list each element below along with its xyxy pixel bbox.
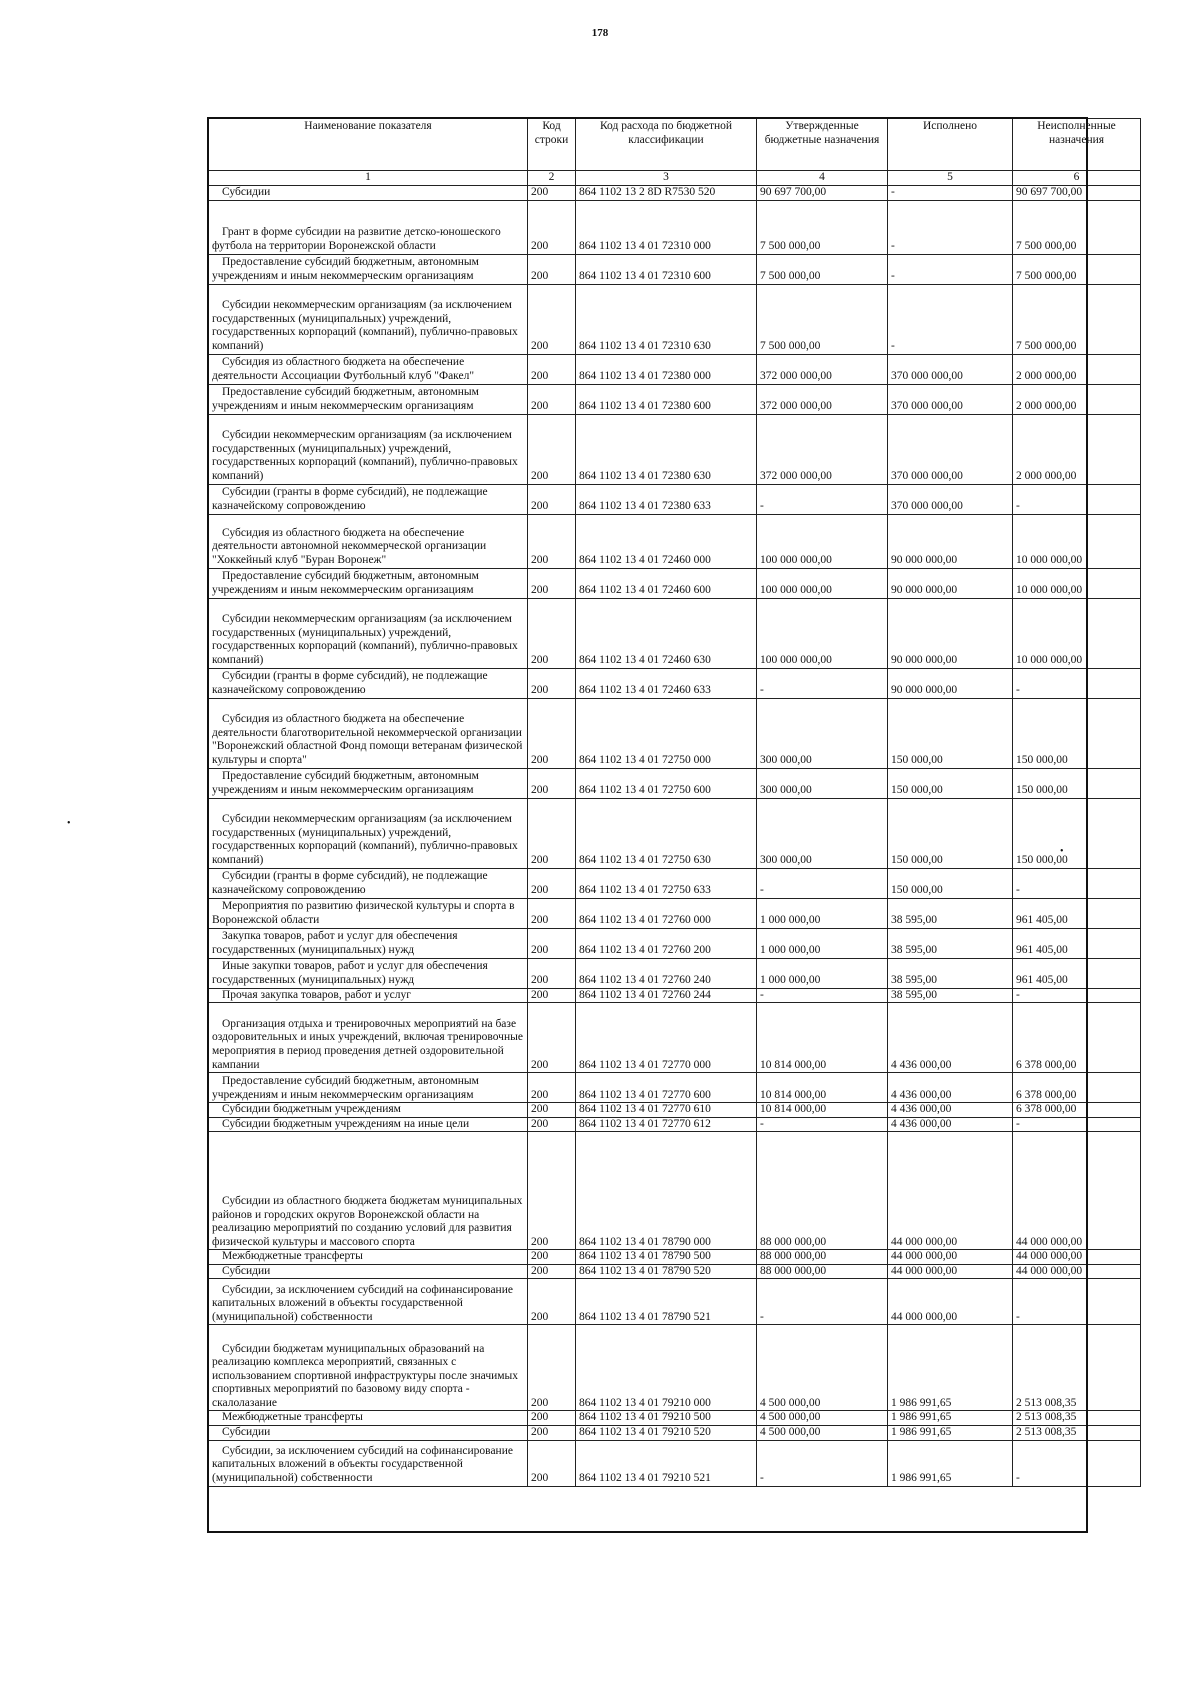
indicator-name-cell: Субсидии некоммерческим организациям (за исключением государственных (муниципальных) учреждений, государственных корпораций (компаний), публично-правовых компаний) <box>209 284 528 354</box>
classification-code-cell: 864 1102 13 4 01 79210 000 <box>576 1325 757 1411</box>
line-code-cell: 200 <box>528 928 576 958</box>
line-code-cell: 200 <box>528 568 576 598</box>
classification-code-cell: 864 1102 13 4 01 72380 630 <box>576 414 757 484</box>
approved-amount-cell: 100 000 000,00 <box>757 568 888 598</box>
table-row <box>209 798 1141 868</box>
executed-amount-cell: 44 000 000,00 <box>888 1279 1013 1325</box>
indicator-name-cell: Мероприятия по развитию физической культуры и спорта в Воронежской области <box>209 898 528 928</box>
line-code-cell: 200 <box>528 484 576 514</box>
table-row <box>209 200 1141 254</box>
classification-code-cell: 864 1102 13 4 01 72770 612 <box>576 1117 757 1132</box>
line-code-cell: 200 <box>528 1073 576 1103</box>
executed-amount-cell: 1 986 991,65 <box>888 1425 1013 1440</box>
indicator-name-cell: Межбюджетные трансферты <box>209 1411 528 1426</box>
line-code-cell: 200 <box>528 1425 576 1440</box>
table-row <box>209 768 1141 798</box>
unexecuted-amount-cell: 150 000,00 <box>1013 798 1141 868</box>
table-row <box>209 284 1141 354</box>
approved-amount-cell: 300 000,00 <box>757 798 888 868</box>
executed-amount-cell: 90 000 000,00 <box>888 598 1013 668</box>
executed-amount-cell: 90 000 000,00 <box>888 668 1013 698</box>
approved-amount-cell: - <box>757 1440 888 1486</box>
column-number: 6 <box>1013 171 1141 186</box>
indicator-name-cell: Предоставление субсидий бюджетным, автономным учреждениям и иным некоммерческим организациям <box>209 768 528 798</box>
classification-code-cell: 864 1102 13 4 01 78790 520 <box>576 1264 757 1279</box>
approved-amount-cell: 372 000 000,00 <box>757 414 888 484</box>
executed-amount-cell: 150 000,00 <box>888 768 1013 798</box>
approved-amount-cell: 100 000 000,00 <box>757 598 888 668</box>
approved-amount-cell: 1 000 000,00 <box>757 928 888 958</box>
table-row <box>209 698 1141 768</box>
table-row <box>209 868 1141 898</box>
approved-amount-cell: - <box>757 1279 888 1325</box>
budget-execution-table <box>208 118 1141 1487</box>
line-code-cell: 200 <box>528 1132 576 1250</box>
table-row <box>209 1425 1141 1440</box>
table-row <box>209 1279 1141 1325</box>
line-code-cell: 200 <box>528 598 576 668</box>
unexecuted-amount-cell: 2 000 000,00 <box>1013 414 1141 484</box>
classification-code-cell: 864 1102 13 4 01 72380 600 <box>576 384 757 414</box>
unexecuted-amount-cell: 90 697 700,00 <box>1013 186 1141 201</box>
line-code-cell: 200 <box>528 898 576 928</box>
approved-amount-cell: 372 000 000,00 <box>757 384 888 414</box>
page-number: 178 <box>591 27 609 39</box>
indicator-name-cell: Субсидии бюджетным учреждениям <box>209 1103 528 1118</box>
table-row <box>209 1003 1141 1073</box>
line-code-cell: 200 <box>528 768 576 798</box>
executed-amount-cell: 4 436 000,00 <box>888 1117 1013 1132</box>
unexecuted-amount-cell: 961 405,00 <box>1013 898 1141 928</box>
table-row <box>209 354 1141 384</box>
line-code-cell: 200 <box>528 988 576 1003</box>
indicator-name-cell: Предоставление субсидий бюджетным, автономным учреждениям и иным некоммерческим организациям <box>209 568 528 598</box>
table-row <box>209 898 1141 928</box>
executed-amount-cell: 44 000 000,00 <box>888 1264 1013 1279</box>
unexecuted-amount-cell: 7 500 000,00 <box>1013 284 1141 354</box>
column-number: 1 <box>209 171 528 186</box>
line-code-cell: 200 <box>528 868 576 898</box>
table-header-row <box>209 119 1141 171</box>
header-executed: Исполнено <box>888 119 1013 171</box>
indicator-name-cell: Предоставление субсидий бюджетным, автономным учреждениям и иным некоммерческим организациям <box>209 254 528 284</box>
classification-code-cell: 864 1102 13 4 01 72770 600 <box>576 1073 757 1103</box>
unexecuted-amount-cell: 150 000,00 <box>1013 768 1141 798</box>
executed-amount-cell: 370 000 000,00 <box>888 384 1013 414</box>
indicator-name-cell: Субсидии (гранты в форме субсидий), не подлежащие казначейскому сопровождению <box>209 484 528 514</box>
unexecuted-amount-cell: 7 500 000,00 <box>1013 254 1141 284</box>
executed-amount-cell: - <box>888 284 1013 354</box>
approved-amount-cell: 4 500 000,00 <box>757 1411 888 1426</box>
approved-amount-cell: 372 000 000,00 <box>757 354 888 384</box>
executed-amount-cell: 150 000,00 <box>888 798 1013 868</box>
classification-code-cell: 864 1102 13 4 01 78790 500 <box>576 1250 757 1265</box>
table-row <box>209 1132 1141 1250</box>
classification-code-cell: 864 1102 13 4 01 72460 633 <box>576 668 757 698</box>
indicator-name-cell: Субсидии некоммерческим организациям (за исключением государственных (муниципальных) учреждений, государственных корпораций (компаний), публично-правовых компаний) <box>209 798 528 868</box>
line-code-cell: 200 <box>528 958 576 988</box>
unexecuted-amount-cell: - <box>1013 1117 1141 1132</box>
line-code-cell: 200 <box>528 514 576 568</box>
approved-amount-cell: 100 000 000,00 <box>757 514 888 568</box>
line-code-cell: 200 <box>528 1264 576 1279</box>
indicator-name-cell: Грант в форме субсидии на развитие детско-юношеского футбола на территории Воронежской области <box>209 200 528 254</box>
line-code-cell: 200 <box>528 354 576 384</box>
unexecuted-amount-cell: 2 513 008,35 <box>1013 1325 1141 1411</box>
approved-amount-cell: 7 500 000,00 <box>757 254 888 284</box>
indicator-name-cell: Субсидии (гранты в форме субсидий), не подлежащие казначейскому сопровождению <box>209 868 528 898</box>
classification-code-cell: 864 1102 13 4 01 72760 244 <box>576 988 757 1003</box>
table-row <box>209 254 1141 284</box>
indicator-name-cell: Закупка товаров, работ и услуг для обеспечения государственных (муниципальных) нужд <box>209 928 528 958</box>
unexecuted-amount-cell: 6 378 000,00 <box>1013 1073 1141 1103</box>
indicator-name-cell: Прочая закупка товаров, работ и услуг <box>209 988 528 1003</box>
executed-amount-cell: - <box>888 186 1013 201</box>
unexecuted-amount-cell: 10 000 000,00 <box>1013 514 1141 568</box>
indicator-name-cell: Иные закупки товаров, работ и услуг для обеспечения государственных (муниципальных) нужд <box>209 958 528 988</box>
header-approved: Утвержденные бюджетные назначения <box>757 119 888 171</box>
unexecuted-amount-cell: 7 500 000,00 <box>1013 200 1141 254</box>
executed-amount-cell: - <box>888 254 1013 284</box>
executed-amount-cell: 44 000 000,00 <box>888 1132 1013 1250</box>
table-row <box>209 1250 1141 1265</box>
indicator-name-cell: Субсидия из областного бюджета на обеспечение деятельности Ассоциации Футбольный клуб "Факел" <box>209 354 528 384</box>
table-row <box>209 668 1141 698</box>
executed-amount-cell: 1 986 991,65 <box>888 1325 1013 1411</box>
column-number: 4 <box>757 171 888 186</box>
approved-amount-cell: 1 000 000,00 <box>757 958 888 988</box>
classification-code-cell: 864 1102 13 4 01 72770 000 <box>576 1003 757 1073</box>
line-code-cell: 200 <box>528 1117 576 1132</box>
classification-code-cell: 864 1102 13 4 01 78790 521 <box>576 1279 757 1325</box>
indicator-name-cell: Субсидии некоммерческим организациям (за исключением государственных (муниципальных) учреждений, государственных корпораций (компаний), публично-правовых компаний) <box>209 598 528 668</box>
unexecuted-amount-cell: 2 000 000,00 <box>1013 354 1141 384</box>
line-code-cell: 200 <box>528 200 576 254</box>
unexecuted-amount-cell: 6 378 000,00 <box>1013 1003 1141 1073</box>
classification-code-cell: 864 1102 13 4 01 78790 000 <box>576 1132 757 1250</box>
classification-code-cell: 864 1102 13 4 01 72750 000 <box>576 698 757 768</box>
executed-amount-cell: 38 595,00 <box>888 988 1013 1003</box>
approved-amount-cell: - <box>757 988 888 1003</box>
classification-code-cell: 864 1102 13 4 01 72460 600 <box>576 568 757 598</box>
indicator-name-cell: Субсидии <box>209 1264 528 1279</box>
classification-code-cell: 864 1102 13 4 01 72770 610 <box>576 1103 757 1118</box>
executed-amount-cell: 38 595,00 <box>888 928 1013 958</box>
executed-amount-cell: 4 436 000,00 <box>888 1073 1013 1103</box>
table-row <box>209 384 1141 414</box>
executed-amount-cell: - <box>888 200 1013 254</box>
executed-amount-cell: 1 986 991,65 <box>888 1411 1013 1426</box>
approved-amount-cell: 4 500 000,00 <box>757 1325 888 1411</box>
executed-amount-cell: 90 000 000,00 <box>888 514 1013 568</box>
executed-amount-cell: 38 595,00 <box>888 898 1013 928</box>
indicator-name-cell: Субсидии бюджетным учреждениям на иные цели <box>209 1117 528 1132</box>
indicator-name-cell: Субсидии из областного бюджета бюджетам муниципальных районов и городских округов Воронежской области на реализацию мероприятий по созданию условий для развития физической культуры и массового спорта <box>209 1132 528 1250</box>
classification-code-cell: 864 1102 13 4 01 72310 600 <box>576 254 757 284</box>
approved-amount-cell: 90 697 700,00 <box>757 186 888 201</box>
classification-code-cell: 864 1102 13 4 01 79210 520 <box>576 1425 757 1440</box>
line-code-cell: 200 <box>528 1250 576 1265</box>
classification-code-cell: 864 1102 13 4 01 72760 200 <box>576 928 757 958</box>
line-code-cell: 200 <box>528 384 576 414</box>
executed-amount-cell: 370 000 000,00 <box>888 484 1013 514</box>
unexecuted-amount-cell: - <box>1013 868 1141 898</box>
unexecuted-amount-cell: 10 000 000,00 <box>1013 568 1141 598</box>
approved-amount-cell: - <box>757 868 888 898</box>
indicator-name-cell: Субсидии <box>209 186 528 201</box>
header-line-code: Код строки <box>528 119 576 171</box>
column-number-row <box>209 171 1141 186</box>
unexecuted-amount-cell: - <box>1013 1279 1141 1325</box>
header-indicator-name: Наименование показателя <box>209 119 528 171</box>
approved-amount-cell: 88 000 000,00 <box>757 1250 888 1265</box>
line-code-cell: 200 <box>528 698 576 768</box>
table-row <box>209 1264 1141 1279</box>
classification-code-cell: 864 1102 13 4 01 72460 630 <box>576 598 757 668</box>
approved-amount-cell: 88 000 000,00 <box>757 1264 888 1279</box>
unexecuted-amount-cell: 2 000 000,00 <box>1013 384 1141 414</box>
table-row <box>209 568 1141 598</box>
table-row <box>209 1073 1141 1103</box>
line-code-cell: 200 <box>528 798 576 868</box>
executed-amount-cell: 4 436 000,00 <box>888 1103 1013 1118</box>
indicator-name-cell: Субсидии бюджетам муниципальных образований на реализацию комплекса мероприятий, связанных с использованием спортивной инфраструктуры после значимых спортивных мероприятий по базовому виду спорта - скалолазание <box>209 1325 528 1411</box>
indicator-name-cell: Субсидии некоммерческим организациям (за исключением государственных (муниципальных) учреждений, государственных корпораций (компаний), публично-правовых компаний) <box>209 414 528 484</box>
executed-amount-cell: 90 000 000,00 <box>888 568 1013 598</box>
unexecuted-amount-cell: 44 000 000,00 <box>1013 1132 1141 1250</box>
unexecuted-amount-cell: - <box>1013 988 1141 1003</box>
classification-code-cell: 864 1102 13 4 01 79210 500 <box>576 1411 757 1426</box>
indicator-name-cell: Предоставление субсидий бюджетным, автономным учреждениям и иным некоммерческим организациям <box>209 1073 528 1103</box>
unexecuted-amount-cell: 10 000 000,00 <box>1013 598 1141 668</box>
indicator-name-cell: Субсидии, за исключением субсидий на софинансирование капитальных вложений в объекты государственной (муниципальной) собственности <box>209 1279 528 1325</box>
executed-amount-cell: 150 000,00 <box>888 868 1013 898</box>
approved-amount-cell: - <box>757 484 888 514</box>
approved-amount-cell: 7 500 000,00 <box>757 284 888 354</box>
table-row <box>209 1325 1141 1411</box>
approved-amount-cell: 7 500 000,00 <box>757 200 888 254</box>
approved-amount-cell: 300 000,00 <box>757 698 888 768</box>
executed-amount-cell: 150 000,00 <box>888 698 1013 768</box>
executed-amount-cell: 44 000 000,00 <box>888 1250 1013 1265</box>
indicator-name-cell: Организация отдыха и тренировочных мероприятий на базе оздоровительных и иных учреждений, включая тренировочные мероприятия в период проведения детней оздоровительной кампании <box>209 1003 528 1073</box>
unexecuted-amount-cell: 44 000 000,00 <box>1013 1250 1141 1265</box>
table-row <box>209 1411 1141 1426</box>
unexecuted-amount-cell: 6 378 000,00 <box>1013 1103 1141 1118</box>
table-row <box>209 988 1141 1003</box>
unexecuted-amount-cell: 961 405,00 <box>1013 958 1141 988</box>
table-row <box>209 186 1141 201</box>
line-code-cell: 200 <box>528 1325 576 1411</box>
classification-code-cell: 864 1102 13 4 01 72760 000 <box>576 898 757 928</box>
indicator-name-cell: Субсидия из областного бюджета на обеспечение деятельности автономной некоммерческой организации "Хоккейный клуб "Буран Воронеж" <box>209 514 528 568</box>
unexecuted-amount-cell: 961 405,00 <box>1013 928 1141 958</box>
approved-amount-cell: 88 000 000,00 <box>757 1132 888 1250</box>
line-code-cell: 200 <box>528 284 576 354</box>
unexecuted-amount-cell: - <box>1013 1440 1141 1486</box>
classification-code-cell: 864 1102 13 4 01 72760 240 <box>576 958 757 988</box>
classification-code-cell: 864 1102 13 4 01 72460 000 <box>576 514 757 568</box>
unexecuted-amount-cell: 44 000 000,00 <box>1013 1264 1141 1279</box>
table-body <box>209 186 1141 1487</box>
line-code-cell: 200 <box>528 186 576 201</box>
unexecuted-amount-cell: - <box>1013 484 1141 514</box>
approved-amount-cell: 10 814 000,00 <box>757 1003 888 1073</box>
classification-code-cell: 864 1102 13 4 01 72380 000 <box>576 354 757 384</box>
approved-amount-cell: 10 814 000,00 <box>757 1073 888 1103</box>
line-code-cell: 200 <box>528 1279 576 1325</box>
indicator-name-cell: Субсидии, за исключением субсидий на софинансирование капитальных вложений в объекты государственной (муниципальной) собственности <box>209 1440 528 1486</box>
classification-code-cell: 864 1102 13 4 01 72750 630 <box>576 798 757 868</box>
approved-amount-cell: 10 814 000,00 <box>757 1103 888 1118</box>
classification-code-cell: 864 1102 13 2 8D R7530 520 <box>576 186 757 201</box>
classification-code-cell: 864 1102 13 4 01 79210 521 <box>576 1440 757 1486</box>
executed-amount-cell: 4 436 000,00 <box>888 1003 1013 1073</box>
unexecuted-amount-cell: 2 513 008,35 <box>1013 1411 1141 1426</box>
classification-code-cell: 864 1102 13 4 01 72380 633 <box>576 484 757 514</box>
table-row <box>209 958 1141 988</box>
approved-amount-cell: 4 500 000,00 <box>757 1425 888 1440</box>
table-row <box>209 414 1141 484</box>
line-code-cell: 200 <box>528 1103 576 1118</box>
classification-code-cell: 864 1102 13 4 01 72310 630 <box>576 284 757 354</box>
line-code-cell: 200 <box>528 1440 576 1486</box>
unexecuted-amount-cell: 2 513 008,35 <box>1013 1425 1141 1440</box>
column-number: 2 <box>528 171 576 186</box>
scan-speck: • <box>1060 846 1064 857</box>
line-code-cell: 200 <box>528 414 576 484</box>
indicator-name-cell: Субсидия из областного бюджета на обеспечение деятельности благотворительной некоммерческой организации "Воронежский областной Фонд помощи ветеранам физической культуры и спорта" <box>209 698 528 768</box>
classification-code-cell: 864 1102 13 4 01 72750 600 <box>576 768 757 798</box>
table-row <box>209 1103 1141 1118</box>
indicator-name-cell: Субсидии <box>209 1425 528 1440</box>
table-row <box>209 928 1141 958</box>
executed-amount-cell: 370 000 000,00 <box>888 414 1013 484</box>
executed-amount-cell: 370 000 000,00 <box>888 354 1013 384</box>
table-row <box>209 598 1141 668</box>
executed-amount-cell: 38 595,00 <box>888 958 1013 988</box>
line-code-cell: 200 <box>528 1003 576 1073</box>
line-code-cell: 200 <box>528 668 576 698</box>
classification-code-cell: 864 1102 13 4 01 72310 000 <box>576 200 757 254</box>
indicator-name-cell: Межбюджетные трансферты <box>209 1250 528 1265</box>
approved-amount-cell: - <box>757 1117 888 1132</box>
unexecuted-amount-cell: 150 000,00 <box>1013 698 1141 768</box>
indicator-name-cell: Субсидии (гранты в форме субсидий), не подлежащие казначейскому сопровождению <box>209 668 528 698</box>
table-row <box>209 1117 1141 1132</box>
header-classification-code: Код расхода по бюджетной классификации <box>576 119 757 171</box>
classification-code-cell: 864 1102 13 4 01 72750 633 <box>576 868 757 898</box>
unexecuted-amount-cell: - <box>1013 668 1141 698</box>
line-code-cell: 200 <box>528 254 576 284</box>
table-row <box>209 514 1141 568</box>
column-number: 5 <box>888 171 1013 186</box>
scan-speck: • <box>67 818 71 829</box>
header-unexecuted: Неисполненные назначения <box>1013 119 1141 171</box>
column-number: 3 <box>576 171 757 186</box>
line-code-cell: 200 <box>528 1411 576 1426</box>
indicator-name-cell: Предоставление субсидий бюджетным, автономным учреждениям и иным некоммерческим организациям <box>209 384 528 414</box>
approved-amount-cell: - <box>757 668 888 698</box>
approved-amount-cell: 300 000,00 <box>757 768 888 798</box>
executed-amount-cell: 1 986 991,65 <box>888 1440 1013 1486</box>
table-row <box>209 484 1141 514</box>
approved-amount-cell: 1 000 000,00 <box>757 898 888 928</box>
table-row <box>209 1440 1141 1486</box>
